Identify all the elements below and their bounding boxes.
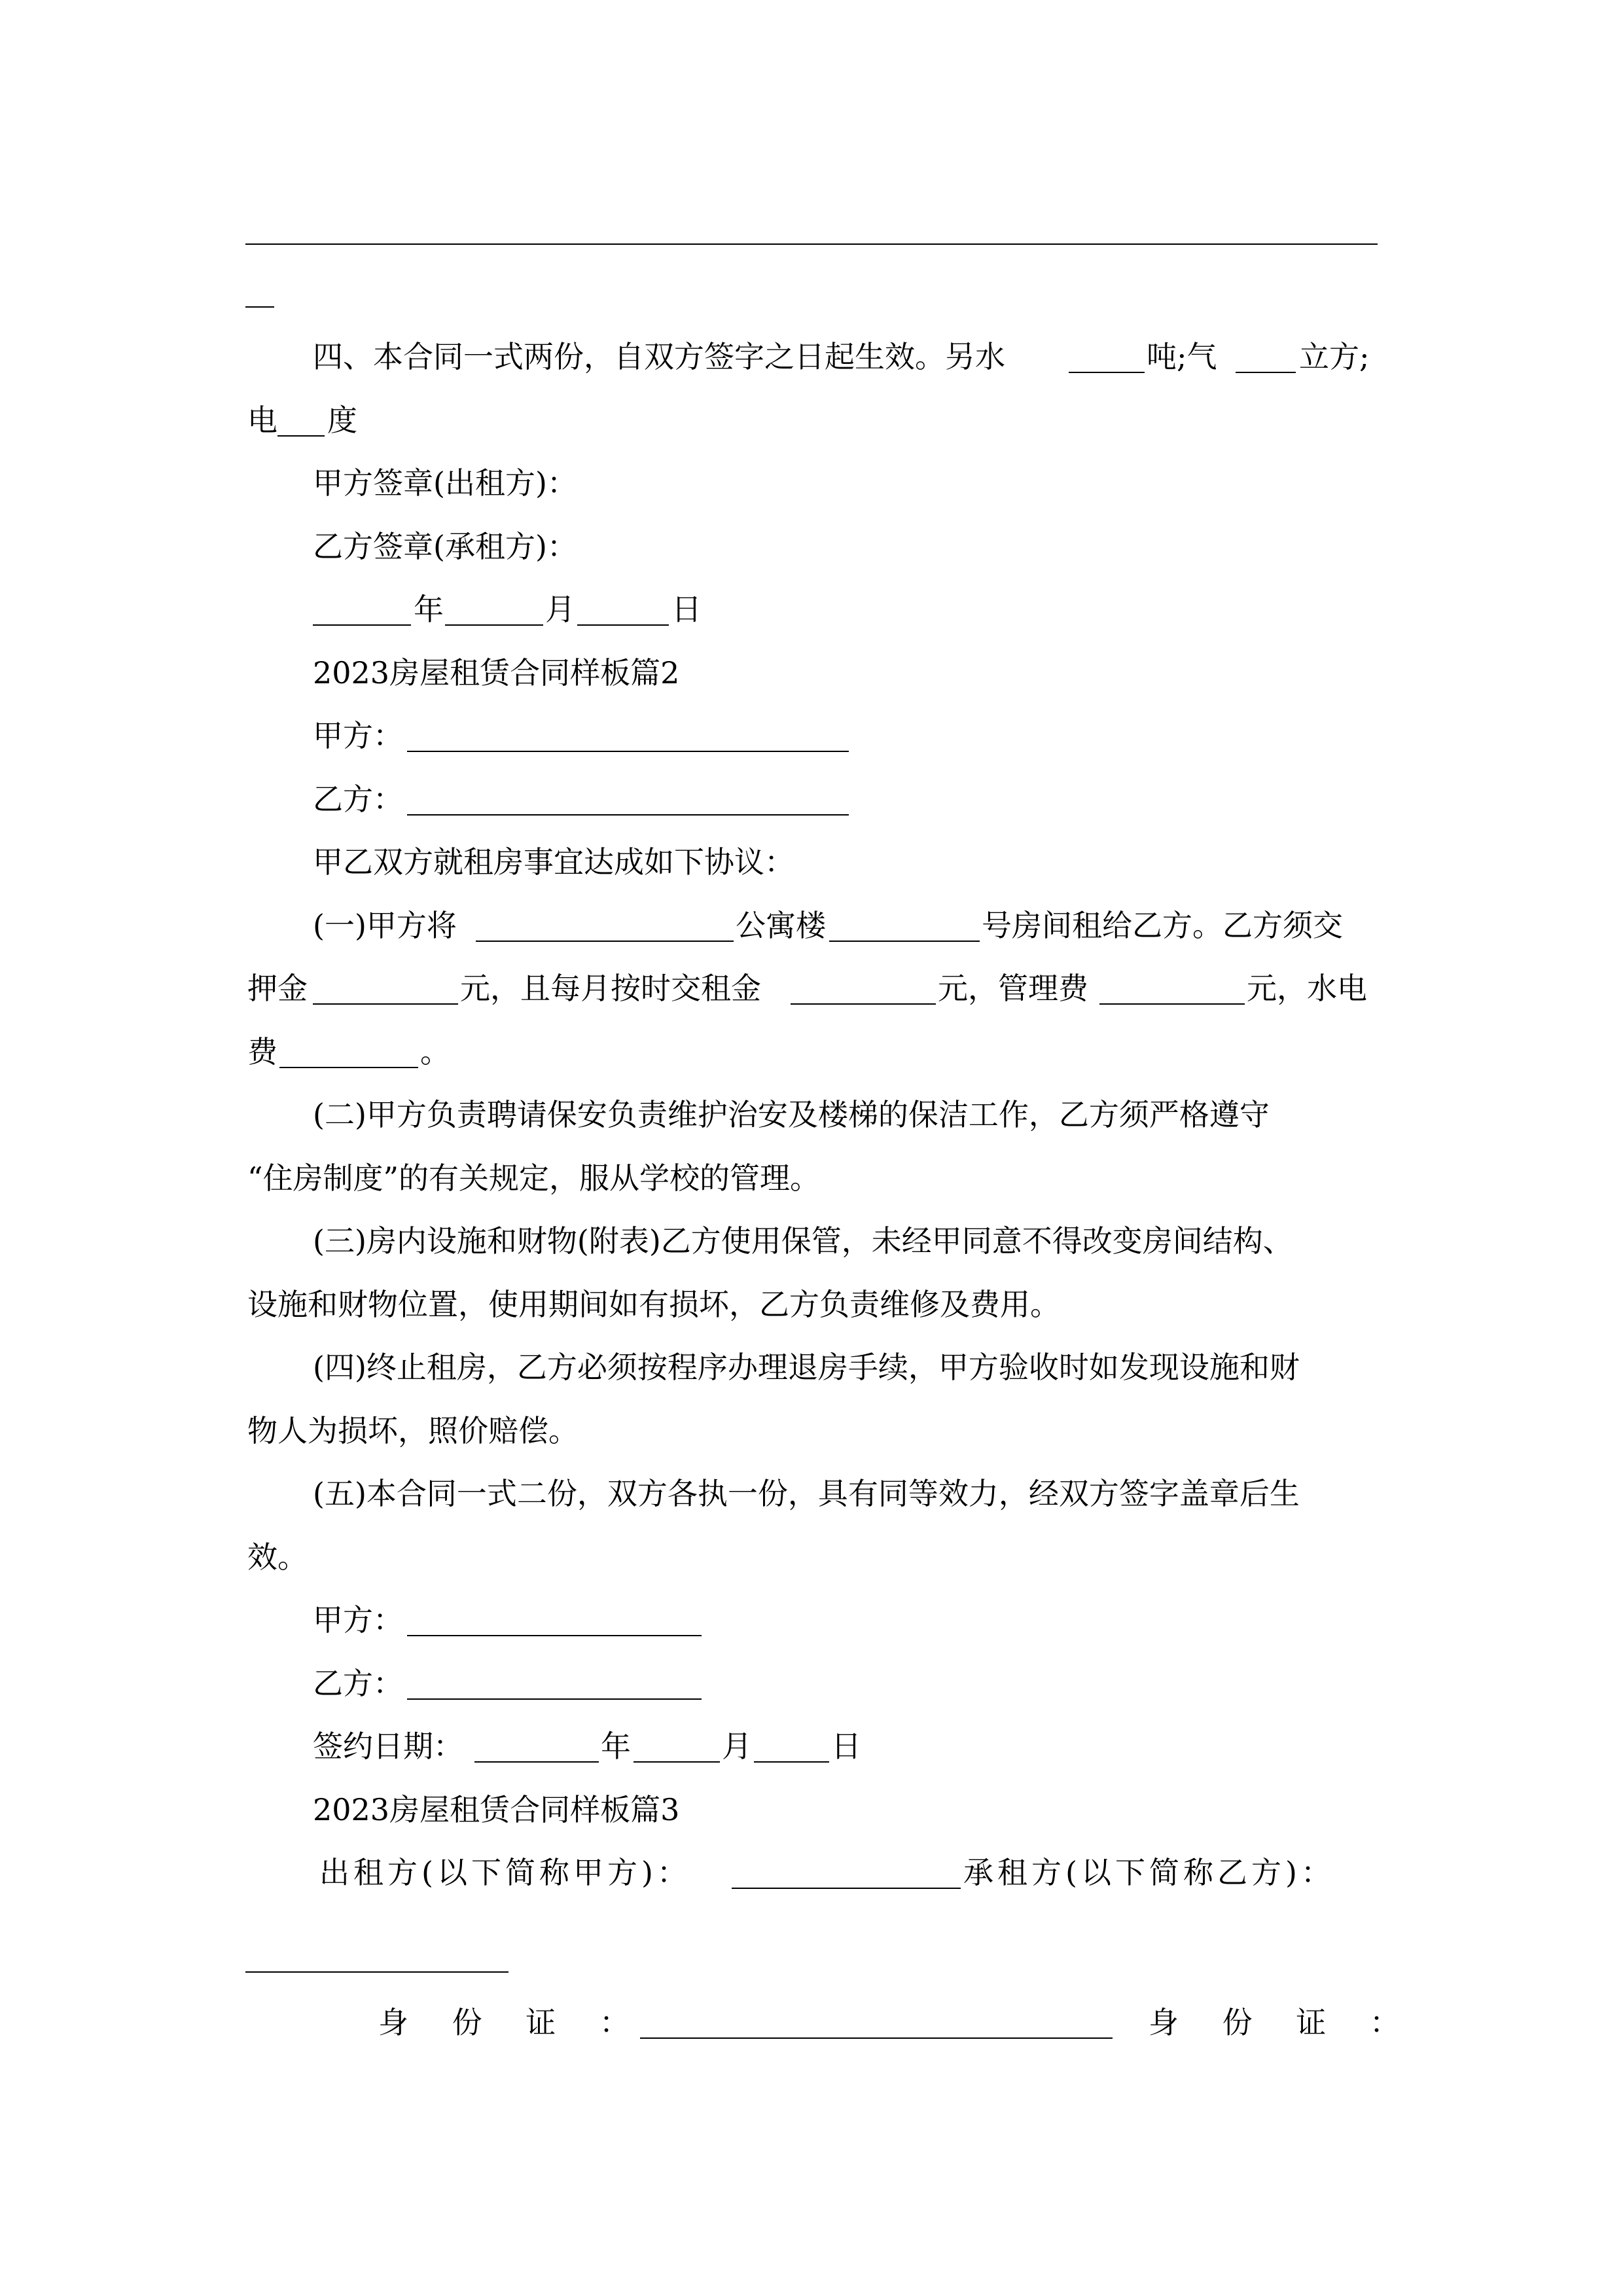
sign-month-label: 月 [722, 1729, 752, 1764]
clause-4-line2 [0, 1408, 1623, 1454]
month-label: 月 [545, 592, 575, 627]
deposit-label: 押金 [247, 971, 308, 1006]
clause-four-text: 四、本合同一式两份，自双方签字之日起生效。另水 [313, 339, 1005, 374]
clause-1-end: 。 [420, 1034, 450, 1069]
sign-year-blank [474, 1761, 599, 1763]
clause-5-text-1: (五)本合同一式二份，双方各执一份，具有同等效力，经双方签字盖章后生 [313, 1476, 1300, 1511]
rent-blank [791, 1003, 936, 1005]
sign-day-blank [754, 1761, 829, 1763]
day-label: 日 [671, 592, 702, 627]
sign-party-b-blank [407, 1698, 702, 1700]
utilities-label: 元，水电 [1247, 971, 1367, 1006]
lessor-signature-label: 甲方签章(出租方)： [313, 465, 577, 501]
deposit-blank [313, 1003, 458, 1005]
party-a-blank [407, 751, 849, 752]
continued-blank-line [245, 306, 274, 308]
water-unit-gas-label: 吨;气 [1147, 339, 1217, 374]
id-card-right-label: 身 份 证 ： [1149, 2005, 1417, 2040]
clause-2-text-1: (二)甲方负责聘请保安负责维护治安及楼梯的保洁工作，乙方须严格遵守 [313, 1097, 1270, 1132]
party-a-label: 甲方： [313, 718, 403, 753]
sign-party-b-line [0, 1660, 1623, 1706]
section-heading-3 [0, 1787, 1623, 1833]
heading-2-text: 2023房屋租赁合同样板篇2 [313, 655, 680, 691]
clause-4-text-2: 物人为损坏，照价赔偿。 [247, 1413, 579, 1448]
clause-4-text-1: (四)终止租房，乙方必须按程序办理退房手续，甲方验收时如发现设施和财 [313, 1350, 1300, 1385]
sign-party-b-label: 乙方： [313, 1666, 403, 1701]
lessee-continued-blank [245, 1971, 508, 1973]
apartment-blank [476, 941, 734, 942]
sign-party-a-label: 甲方： [313, 1602, 403, 1638]
party-b-label: 乙方： [313, 781, 403, 817]
room-number-blank [829, 941, 980, 942]
id-card-left-label: 身 份 证 ： [378, 2005, 647, 2040]
lessor-lessee-line [0, 1850, 1623, 1895]
clause-1-text-a: (一)甲方将 [313, 908, 457, 943]
agreement-intro-text: 甲乙双方就租房事宜达成如下协议： [313, 844, 794, 880]
clause-5-line1 [0, 1471, 1623, 1516]
management-fee-label: 元，管理费 [938, 971, 1088, 1006]
management-fee-blank [1099, 1003, 1245, 1005]
utilities-fee-label: 费 [247, 1034, 277, 1069]
clause-2-line1 [0, 1092, 1623, 1138]
lessee-label: 承租方(以下简称乙方)： [963, 1855, 1335, 1890]
clause-four-line2 [0, 397, 1623, 443]
clause-1-line2 [0, 965, 1623, 1011]
electricity-unit: 度 [327, 403, 357, 438]
agreement-intro [0, 839, 1623, 885]
clause-four-line1 [0, 334, 1623, 380]
heading-3-text: 2023房屋租赁合同样板篇3 [313, 1792, 680, 1827]
lessor-label: 出租方(以下简称甲方)： [319, 1855, 691, 1890]
lessor-blank [732, 1888, 961, 1889]
clause-3-line2 [0, 1282, 1623, 1327]
clause-2-text-2: “住房制度”的有关规定，服从学校的管理。 [247, 1160, 821, 1196]
lessee-signature-label: 乙方签章(承租方)： [313, 529, 577, 564]
utilities-fee-blank [279, 1067, 418, 1068]
id-card-left-blank [640, 2037, 1113, 2039]
clause-3-text-2: 设施和财物位置，使用期间如有损坏，乙方负责维修及费用。 [247, 1287, 1060, 1322]
clause-1-text-b: 公寓楼 [736, 908, 826, 943]
electricity-blank [277, 435, 325, 437]
party-a-line [0, 713, 1623, 759]
section-heading-2 [0, 650, 1623, 696]
clause-1-line1 [0, 903, 1623, 948]
clause-3-line1 [0, 1218, 1623, 1264]
sign-date-line [0, 1723, 1623, 1769]
clause-1-line3 [0, 1029, 1623, 1075]
party-b-line [0, 776, 1623, 822]
header-rule [245, 243, 1378, 245]
sign-month-blank [633, 1761, 720, 1763]
clause-5-text-2: 效。 [247, 1539, 308, 1575]
clause-5-line2 [0, 1534, 1623, 1580]
sign-date-label: 签约日期： [313, 1729, 463, 1764]
sign-day-label: 日 [831, 1729, 861, 1764]
clause-2-line2 [0, 1155, 1623, 1201]
clause-1-text-c: 号房间租给乙方。乙方须交 [982, 908, 1343, 943]
rent-label: 元，且每月按时交租金 [460, 971, 761, 1006]
electricity-label: 电 [247, 403, 277, 438]
sign-year-label: 年 [601, 1729, 631, 1764]
clause-4-line1 [0, 1344, 1623, 1390]
gas-unit: 立方; [1299, 339, 1370, 374]
year-label: 年 [414, 592, 444, 627]
date-line [0, 586, 1623, 632]
sign-party-a-line [0, 1597, 1623, 1643]
month-blank [445, 624, 543, 626]
day-blank [577, 624, 669, 626]
clause-3-text-1: (三)房内设施和财物(附表)乙方使用保管，未经甲同意不得改变房间结构、 [313, 1223, 1293, 1259]
lessee-signature-line [0, 524, 1623, 569]
year-blank [313, 624, 411, 626]
gas-volume-blank [1236, 372, 1296, 373]
party-b-blank [407, 814, 849, 816]
water-tons-blank [1069, 372, 1145, 373]
lessor-signature-line [0, 460, 1623, 506]
sign-party-a-blank [407, 1635, 702, 1636]
id-card-line [0, 2000, 1623, 2045]
